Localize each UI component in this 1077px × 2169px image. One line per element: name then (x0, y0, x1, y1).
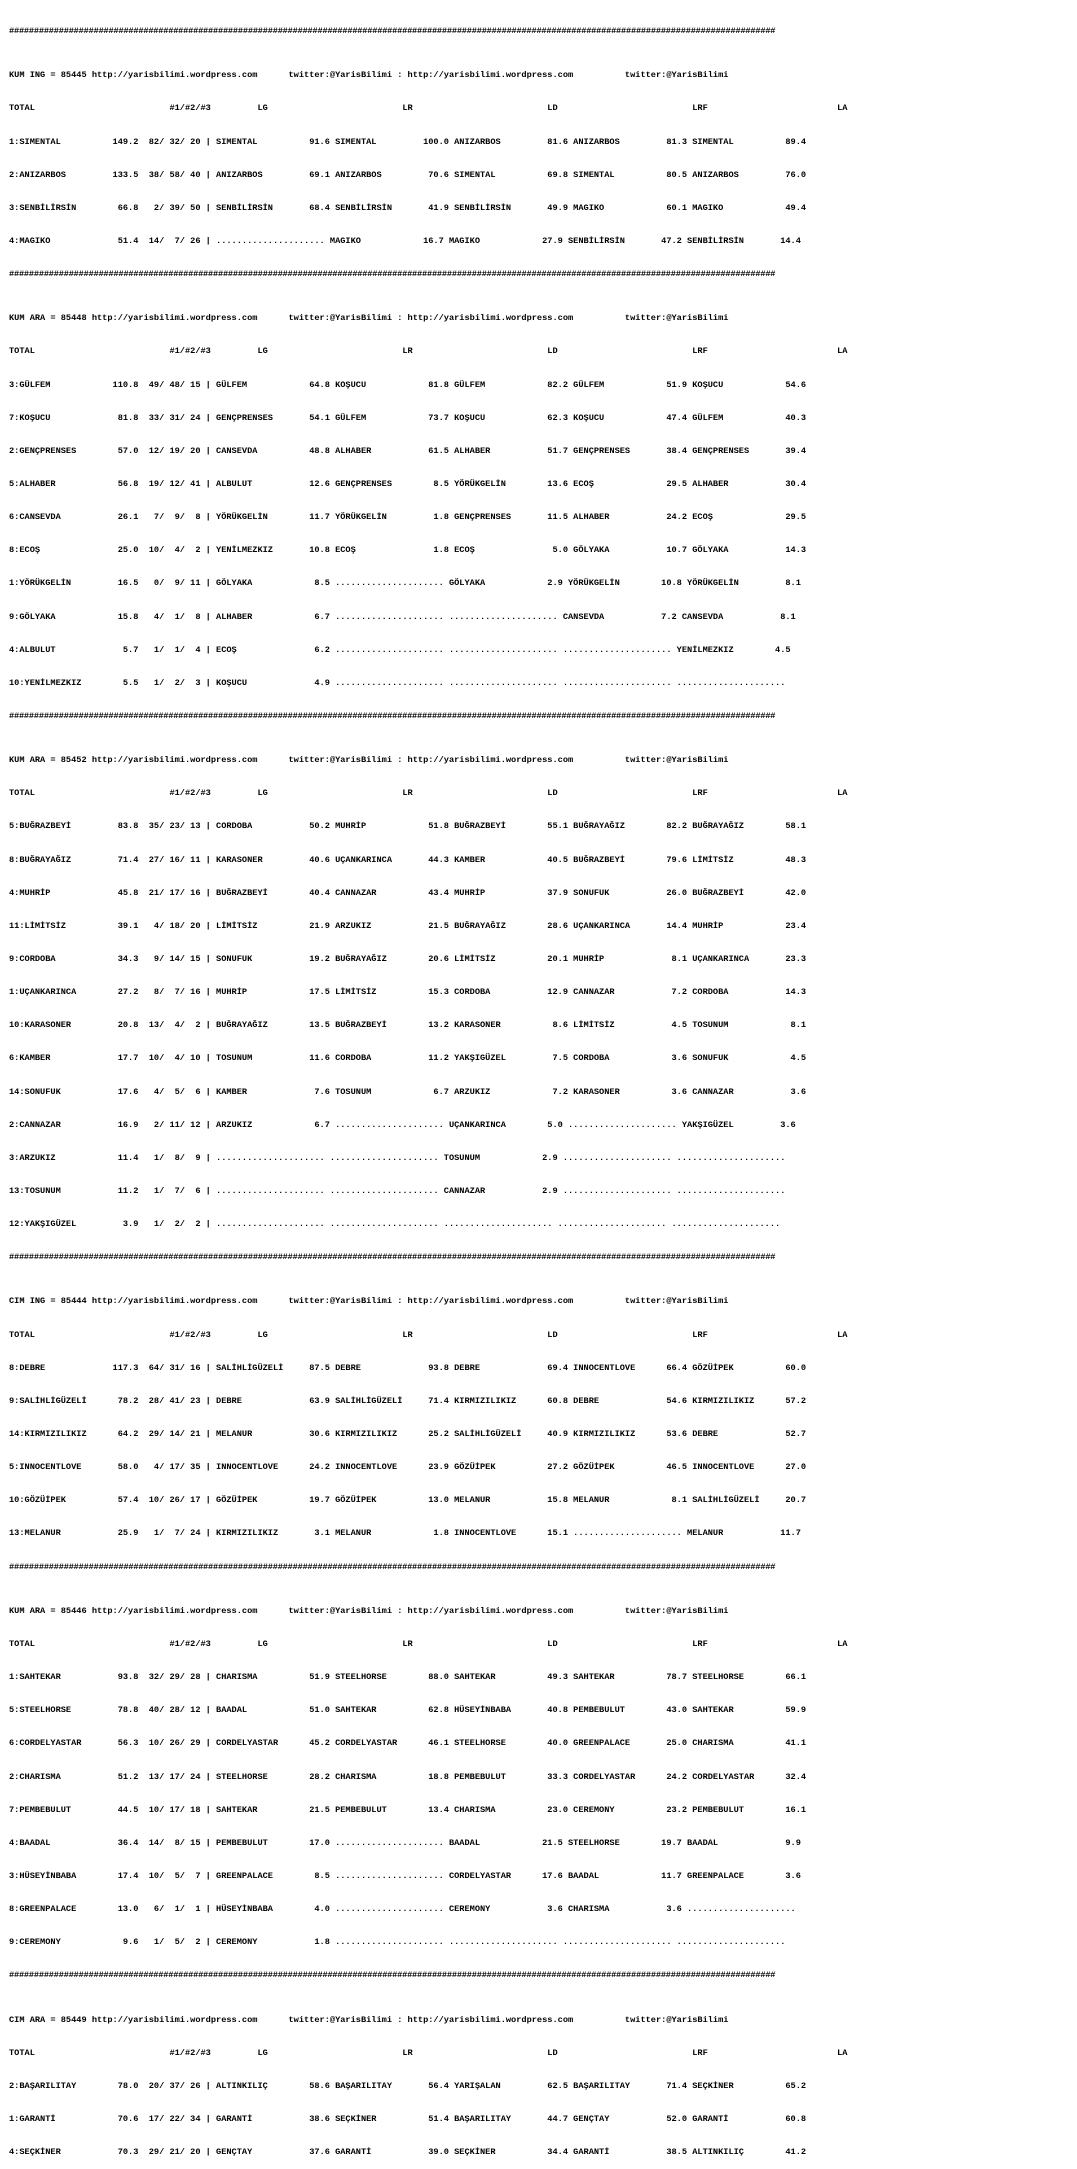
table-row: 4:MUHRİP 45.8 21/ 17/ 16 | BUĞRAZBEYİ 40.4 CANNAZAR 43.4 MUHRİP 37.9 SONUFUK 26.0 BUĞRAZBEYİ 42.0 (9, 887, 807, 898)
separator-line: ########################################################################################################################################################## (9, 1970, 776, 1981)
table-row: 6:CANSEVDA 26.1 7/ 9/ 8 | YÖRÜKGELİN 11.7 YÖRÜKGELİN 1.8 GENÇPRENSES 11.5 ALHABER 24.2 ECOŞ 29.5 (9, 512, 807, 523)
table-row: 10:GÖZÜİPEK 57.4 10/ 26/ 17 | GÖZÜİPEK 19.7 GÖZÜİPEK 13.0 MELANUR 15.8 MELANUR 8.1 SALİHLİGÜZELİ 20.7 (9, 1495, 807, 1506)
table-row: 10:KARASONER 20.8 13/ 4/ 2 | BUĞRAYAĞIZ 13.5 BUĞRAZBEYİ 13.2 KARASONER 8.6 LİMİTSİZ 4.5 TOSUNUM 8.1 (9, 1020, 807, 1031)
separator-line: ########################################################################################################################################################## (9, 269, 776, 280)
table-row: 2:ANIZARBOS 133.5 38/ 58/ 40 | ANIZARBOS 69.1 ANIZARBOS 70.6 SIMENTAL 69.8 SIMENTAL 80.5 ANIZARBOS 76.0 (9, 169, 807, 180)
table-row: 8:GREENPALACE 13.0 6/ 1/ 1 | HÜSEYİNBABA 4.0 ..................... CEREMONY 3.6 CHARISMA 3.6 ..................... (9, 1904, 796, 1915)
table-row: 9:CEREMONY 9.6 1/ 5/ 2 | CEREMONY 1.8 ..................... ..................... ..................... ..................... (9, 1937, 786, 1948)
table-row: 1:GARANTİ 70.6 17/ 22/ 34 | GARANTİ 38.6 SEÇKİNER 51.4 BAŞARILITAY 44.7 GENÇTAY 52.0 GARANTİ 60.8 (9, 2113, 807, 2124)
column-header: TOTAL #1/#2/#3 LG LR LD LRF LA (9, 346, 848, 357)
race-header-kum-ara-85448: KUM ARA = 85448 http://yarisbilimi.wordpress.com twitter:@YarisBilimi : http://yarisbilimi.wordpress.com twitter:@YarisBilimi (9, 313, 729, 324)
table-row: 5:INNOCENTLOVE 58.0 4/ 17/ 35 | INNOCENTLOVE 24.2 INNOCENTLOVE 23.9 GÖZÜİPEK 27.2 GÖZÜİPEK 46.5 INNOCENTLOVE 27.0 (9, 1462, 807, 1473)
column-header: TOTAL #1/#2/#3 LG LR LD LRF LA (9, 788, 848, 799)
column-header: TOTAL #1/#2/#3 LG LR LD LRF LA (9, 2047, 848, 2058)
table-row: 2:GENÇPRENSES 57.0 12/ 19/ 20 | CANSEVDA 48.8 ALHABER 61.5 ALHABER 51.7 GENÇPRENSES 38.4 GENÇPRENSES 39.4 (9, 445, 807, 456)
table-row: 14:SONUFUK 17.6 4/ 5/ 6 | KAMBER 7.6 TOSUNUM 6.7 ARZUKIZ 7.2 KARASONER 3.6 CANNAZAR 3.6 (9, 1086, 807, 1097)
race-header-cim-ing-85444: CIM ING = 85444 http://yarisbilimi.wordpress.com twitter:@YarisBilimi : http://yarisbilimi.wordpress.com twitter:@YarisBilimi (9, 1296, 729, 1307)
table-row: 1:SIMENTAL 149.2 82/ 32/ 20 | SIMENTAL 91.6 SIMENTAL 100.0 ANIZARBOS 81.6 ANIZARBOS 81.3 SIMENTAL 89.4 (9, 136, 807, 147)
table-row: 13:TOSUNUM 11.2 1/ 7/ 6 | ..................... ..................... CANNAZAR 2.9 ..................... ..................... (9, 1186, 786, 1197)
table-row: 1:UÇANKARINCA 27.2 8/ 7/ 16 | MUHRİP 17.5 LİMİTSİZ 15.3 CORDOBA 12.9 CANNAZAR 7.2 CORDOBA 14.3 (9, 987, 807, 998)
table-row: 1:YÖRÜKGELİN 16.5 0/ 9/ 11 | GÖLYAKA 8.5 ..................... GÖLYAKA 2.9 YÖRÜKGELİN 10.8 YÖRÜKGELİN 8.1 (9, 578, 801, 589)
table-row: 8:ECOŞ 25.0 10/ 4/ 2 | YENİLMEZKIZ 10.8 ECOŞ 1.8 ECOŞ 5.0 GÖLYAKA 10.7 GÖLYAKA 14.3 (9, 545, 807, 556)
table-row: 9:GÖLYAKA 15.8 4/ 1/ 8 | ALHABER 6.7 ..................... ..................... CANSEVDA 7.2 CANSEVDA 8.1 (9, 611, 796, 622)
separator-line: ########################################################################################################################################################## (9, 1561, 776, 1572)
table-row: 8:DEBRE 117.3 64/ 31/ 16 | SALİHLİGÜZELİ 87.5 DEBRE 93.8 DEBRE 69.4 INNOCENTLOVE 66.4 GÖZÜİPEK 60.0 (9, 1362, 807, 1373)
column-header: TOTAL #1/#2/#3 LG LR LD LRF LA (9, 103, 848, 114)
table-row: 2:CANNAZAR 16.9 2/ 11/ 12 | ARZUKIZ 6.7 ..................... UÇANKARINCA 5.0 ..................... YAKŞIGÜZEL 3.6 (9, 1119, 796, 1130)
table-row: 8:BUĞRAYAĞIZ 71.4 27/ 16/ 11 | KARASONER 40.6 UÇANKARINCA 44.3 KAMBER 40.5 BUĞRAZBEYİ 79.6 LİMİTSİZ 48.3 (9, 854, 807, 865)
race-header-kum-ara-85452: KUM ARA = 85452 http://yarisbilimi.wordpress.com twitter:@YarisBilimi : http://yarisbilimi.wordpress.com twitter:@YarisBilimi (9, 755, 729, 766)
table-row: 3:ARZUKIZ 11.4 1/ 8/ 9 | ..................... ..................... TOSUNUM 2.9 ..................... ..................... (9, 1152, 786, 1163)
table-row: 4:MAGIKO 51.4 14/ 7/ 26 | ..................... MAGIKO 16.7 MAGIKO 27.9 SENBİLİRSİN 47.2 SENBİLİRSİN 14.4 (9, 235, 801, 246)
table-row: 5:ALHABER 56.8 19/ 12/ 41 | ALBULUT 12.6 GENÇPRENSES 8.5 YÖRÜKGELİN 13.6 ECOŞ 29.5 ALHABER 30.4 (9, 479, 807, 490)
race-header-kum-ing-85445: KUM ING = 85445 http://yarisbilimi.wordpress.com twitter:@YarisBilimi : http://yarisbilimi.wordpress.com twitter:@YarisBilimi (9, 70, 729, 81)
table-row: 13:MELANUR 25.9 1/ 7/ 24 | KIRMIZILIKIZ 3.1 MELANUR 1.8 INNOCENTLOVE 15.1 ..................... MELANUR 11.7 (9, 1528, 801, 1539)
table-row: 2:BAŞARILITAY 78.0 20/ 37/ 26 | ALTINKILIÇ 58.6 BAŞARILITAY 56.4 YARIŞALAN 62.5 BAŞARILITAY 71.4 SEÇKİNER 65.2 (9, 2080, 807, 2091)
table-row: 11:LİMİTSİZ 39.1 4/ 18/ 20 | LİMİTSİZ 21.9 ARZUKIZ 21.5 BUĞRAYAĞIZ 28.6 UÇANKARINCA 14.4 MUHRİP 23.4 (9, 920, 807, 931)
table-row: 6:CORDELYASTAR 56.3 10/ 26/ 29 | CORDELYASTAR 45.2 CORDELYASTAR 46.1 STEELHORSE 40.0 GREENPALACE 25.0 CHARISMA 41.1 (9, 1738, 807, 1749)
table-row: 9:CORDOBA 34.3 9/ 14/ 15 | SONUFUK 19.2 BUĞRAYAĞIZ 20.6 LİMİTSİZ 20.1 MUHRİP 8.1 UÇANKARINCA 23.3 (9, 954, 807, 965)
table-row: 14:KIRMIZILIKIZ 64.2 29/ 14/ 21 | MELANUR 30.6 KIRMIZILIKIZ 25.2 SALİHLİGÜZELİ 40.9 KIRMIZILIKIZ 53.6 DEBRE 52.7 (9, 1429, 807, 1440)
column-header: TOTAL #1/#2/#3 LG LR LD LRF LA (9, 1329, 848, 1340)
table-row: 7:PEMBEBULUT 44.5 10/ 17/ 18 | SAHTEKAR 21.5 PEMBEBULUT 13.4 CHARISMA 23.0 CEREMONY 23.2 PEMBEBULUT 16.1 (9, 1804, 807, 1815)
table-row: 3:HÜSEYİNBABA 17.4 10/ 5/ 7 | GREENPALACE 8.5 ..................... CORDELYASTAR 17.6 BAADAL 11.7 GREENPALACE 3.6 (9, 1870, 801, 1881)
table-row: 9:SALİHLİGÜZELİ 78.2 28/ 41/ 23 | DEBRE 63.9 SALİHLİGÜZELİ 71.4 KIRMIZILIKIZ 60.8 DEBRE 54.6 KIRMIZILIKIZ 57.2 (9, 1395, 807, 1406)
race-header-kum-ara-85446: KUM ARA = 85446 http://yarisbilimi.wordpress.com twitter:@YarisBilimi : http://yarisbilimi.wordpress.com twitter:@YarisBilimi (9, 1605, 729, 1616)
separator-line: ########################################################################################################################################################## (9, 26, 776, 37)
separator-line: ########################################################################################################################################################## (9, 711, 776, 721)
column-header: TOTAL #1/#2/#3 LG LR LD LRF LA (9, 1638, 848, 1649)
separator-line: ########################################################################################################################################################## (9, 1252, 776, 1263)
table-row: 2:CHARISMA 51.2 13/ 17/ 24 | STEELHORSE 28.2 CHARISMA 18.8 PEMBEBULUT 33.3 CORDELYASTAR 24.2 CORDELYASTAR 32.4 (9, 1771, 807, 1782)
table-row: 4:ALBULUT 5.7 1/ 1/ 4 | ECOŞ 6.2 ..................... ..................... ..................... YENİLMEZKIZ 4.5 (9, 644, 791, 655)
race-header-cim-ara-85449: CIM ARA = 85449 http://yarisbilimi.wordpress.com twitter:@YarisBilimi : http://yarisbilimi.wordpress.com twitter:@YarisBilimi (9, 2014, 729, 2025)
table-row: 6:KAMBER 17.7 10/ 4/ 10 | TOSUNUM 11.6 CORDOBA 11.2 YAKŞIGÜZEL 7.5 CORDOBA 3.6 SONUFUK 4.5 (9, 1053, 807, 1064)
table-row: 3:SENBİLİRSİN 66.8 2/ 39/ 50 | SENBİLİRSİN 68.4 SENBİLİRSİN 41.9 SENBİLİRSİN 49.9 MAGIKO 60.1 MAGIKO 49.4 (9, 202, 807, 213)
table-row: 4:BAADAL 36.4 14/ 8/ 15 | PEMBEBULUT 17.0 ..................... BAADAL 21.5 STEELHORSE 19.7 BAADAL 9.9 (9, 1837, 801, 1848)
table-row: 7:KOŞUCU 81.8 33/ 31/ 24 | GENÇPRENSES 54.1 GÜLFEM 73.7 KOŞUCU 62.3 KOŞUCU 47.4 GÜLFEM 40.3 (9, 412, 807, 423)
table-row: 1:SAHTEKAR 93.8 32/ 29/ 28 | CHARISMA 51.9 STEELHORSE 88.0 SAHTEKAR 49.3 SAHTEKAR 78.7 STEELHORSE 66.1 (9, 1672, 807, 1683)
table-row: 12:YAKŞIGÜZEL 3.9 1/ 2/ 2 | ..................... ..................... ..................... ..................... ..................... (9, 1219, 781, 1230)
table-row: 3:GÜLFEM 110.8 49/ 48/ 15 | GÜLFEM 64.8 KOŞUCU 81.8 GÜLFEM 82.2 GÜLFEM 51.9 KOŞUCU 54.6 (9, 379, 807, 390)
table-row: 10:YENİLMEZKIZ 5.5 1/ 2/ 3 | KOŞUCU 4.9 ..................... ..................... ..................... ..................... (9, 677, 786, 688)
table-row: 5:BUĞRAZBEYİ 83.8 35/ 23/ 13 | CORDOBA 50.2 MUHRİP 51.8 BUĞRAZBEYİ 55.1 BUĞRAYAĞIZ 82.2 BUĞRAYAĞIZ 58.1 (9, 821, 807, 832)
table-row: 5:STEELHORSE 78.8 40/ 28/ 12 | BAADAL 51.0 SAHTEKAR 62.8 HÜSEYİNBABA 40.8 PEMBEBULUT 43.0 SAHTEKAR 59.9 (9, 1705, 807, 1716)
table-row: 4:SEÇKİNER 70.3 29/ 21/ 20 | GENÇTAY 37.6 GARANTİ 39.0 SEÇKİNER 34.4 GARANTİ 38.5 ALTINKILIÇ 41.2 (9, 2147, 807, 2158)
